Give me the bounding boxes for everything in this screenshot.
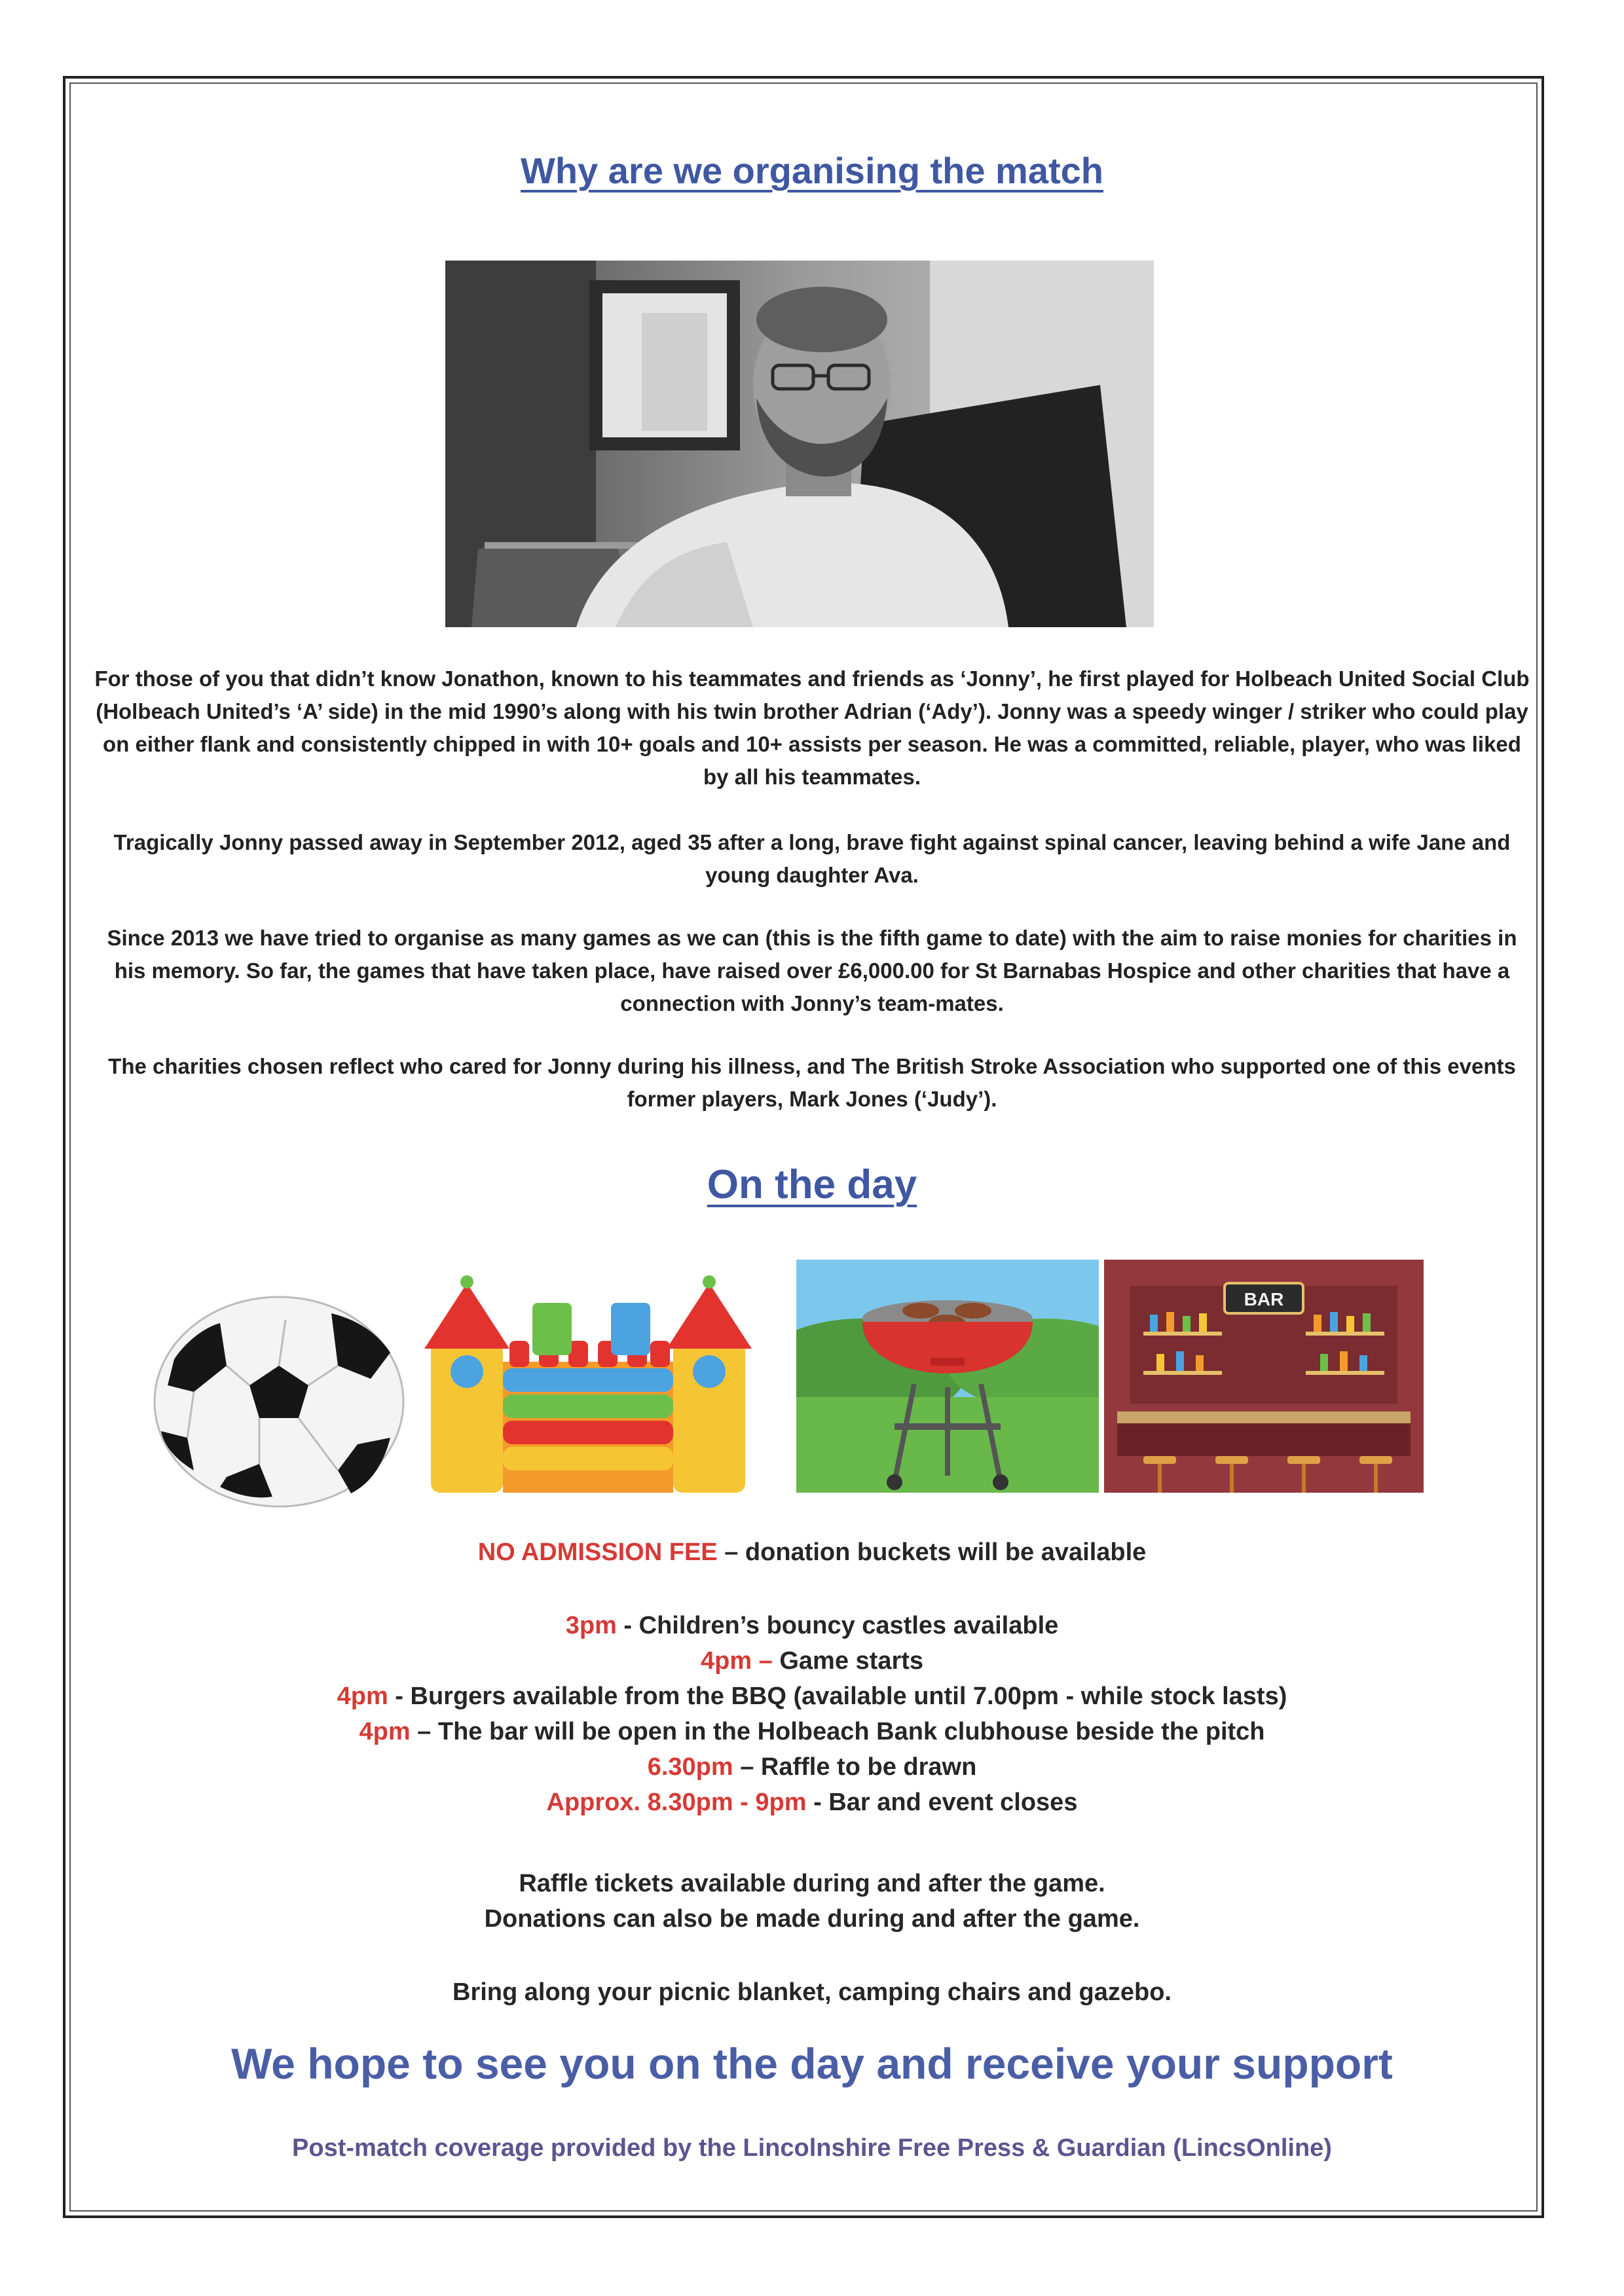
schedule-text: – The bar will be open in the Holbeach Bank clubhouse beside the pitch [410,1718,1265,1745]
schedule-time: Approx. 8.30pm - 9pm [546,1789,807,1816]
heading-why: Why are we organising the match [521,150,1103,191]
paragraph-about-jonny: For those of you that didn’t know Jonathon, known to his teammates and friends as ‘Jonny’, he first played for Holbeach United Social Club (Holbeach United’s ‘A’ side) in the mid 1990’s along with his twin brother Adrian (‘Ady’). Jonny was a speedy winger / striker who could play on either flank and consistently chipped in with 10+ goals and 10+ assists per season. He was a committed, reliable, player, who was liked by all his teammates. [94,666,1530,789]
bar-icon [1104,1260,1424,1493]
bouncy-castle-icon [411,1264,778,1499]
paragraph-passed-away: Tragically Jonny passed away in September 2012, aged 35 after a long, brave fight against spinal cancer, leaving behind a wife Jane and young daughter Ava. [113,830,1511,887]
donation-line: Donations can also be made during and after the game. [484,1905,1140,1933]
raffle-info [0,1866,1624,1937]
schedule-item [0,1643,1624,1679]
schedule-time: 4pm – [700,1647,773,1675]
football-icon [148,1287,410,1510]
schedule-text: Game starts [772,1647,924,1675]
admission-highlight: NO ADMISSION FEE [477,1539,718,1566]
bar-sign: BAR [1244,1289,1284,1309]
jonny-photo [445,261,1154,627]
schedule-text: - Bar and event closes [806,1789,1078,1816]
schedule-item [0,1749,1624,1785]
schedule-item [0,1679,1624,1714]
schedule-text: - Burgers available from the BBQ (available until 7.00pm - while stock lasts) [388,1683,1287,1710]
schedule-item [0,1608,1624,1643]
schedule-time: 6.30pm [647,1753,733,1781]
paragraph-since-2013: Since 2013 we have tried to organise as many games as we can (this is the fifth game to date) with the aim to raise monies for charities in his memory. So far, the games that have taken place, have raised over £6,000.00 for St Barnabas Hospice and other charities that have a connection with Jonny’s team-mates. [107,926,1517,1015]
admission-line [0,1535,1624,1570]
coverage-note: Post-match coverage provided by the Lincolnshire Free Press & Guardian (LincsOnline) [292,2134,1332,2162]
bbq-grill-icon [796,1260,1099,1493]
schedule-item [0,1714,1624,1749]
schedule-time: 4pm [359,1718,411,1745]
jonny-photo-image [445,261,1154,627]
bring-along-line: Bring along your picnic blanket, camping chairs and gazebo. [452,1978,1172,2006]
paragraph-charities: The charities chosen reflect who cared for Jonny during his illness, and The British Stroke Association who supported one of this events former players, Mark Jones (‘Judy’). [108,1054,1516,1111]
schedule-text: – Raffle to be drawn [733,1753,977,1781]
schedule-time: 4pm [337,1683,388,1710]
schedule-text: - Children’s bouncy castles available [616,1612,1059,1639]
raffle-line: Raffle tickets available during and after the game. [519,1870,1105,1897]
schedule-list [0,1608,1624,1820]
admission-rest: – donation buckets will be available [717,1539,1147,1566]
closing-message: We hope to see you on the day and receive your support [231,2039,1393,2088]
heading-on-the-day: On the day [707,1162,917,1207]
schedule-time: 3pm [565,1612,617,1639]
schedule-item [0,1785,1624,1820]
